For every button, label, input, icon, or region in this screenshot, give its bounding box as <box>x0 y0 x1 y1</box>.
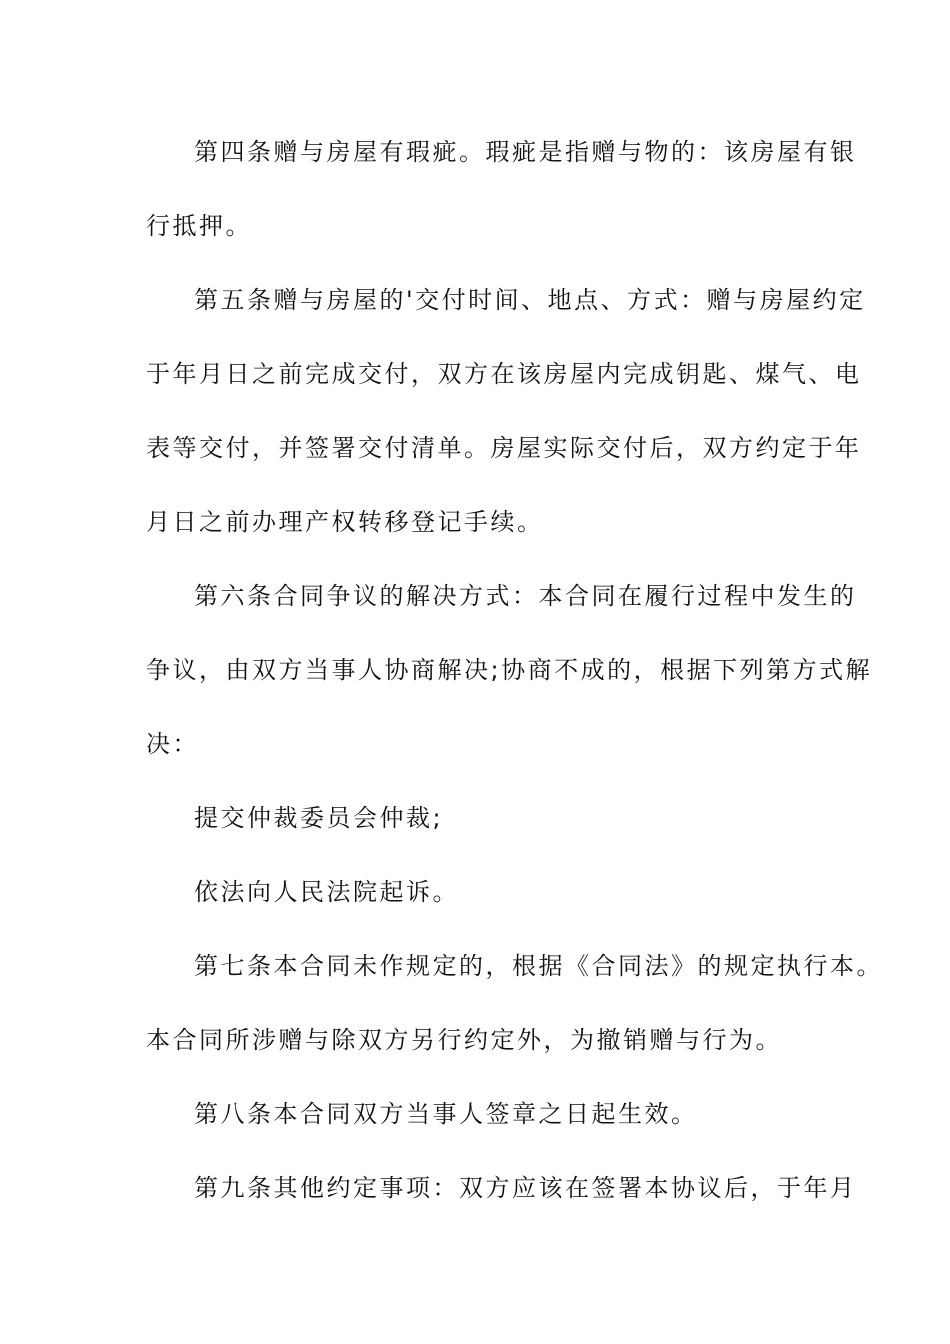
text-line: 依法向人民法院起诉。 <box>194 878 459 906</box>
text-line: 第五条赠与房屋的'交付时间、地点、方式：赠与房屋约定 <box>194 286 866 314</box>
text-line: 第九条其他约定事项：双方应该在签署本协议后，于年月 <box>194 1174 857 1202</box>
text-line: 月日之前办理产权转移登记手续。 <box>146 508 544 536</box>
text-line: 行抵押。 <box>146 212 252 240</box>
text-line: 本合同所涉赠与除双方另行约定外，为撤销赠与行为。 <box>146 1026 782 1054</box>
text-line: 于年月日之前完成交付，双方在该房屋内完成钥匙、煤气、电 <box>146 360 862 388</box>
text-line: 第八条本合同双方当事人签章之日起生效。 <box>194 1100 698 1128</box>
text-line: 决： <box>146 730 199 758</box>
text-line: 争议，由双方当事人协商解决;协商不成的，根据下列第方式解 <box>146 656 873 684</box>
text-line: 第六条合同争议的解决方式：本合同在履行过程中发生的 <box>194 582 857 610</box>
text-line: 提交仲裁委员会仲裁; <box>194 804 444 832</box>
text-line: 表等交付，并签署交付清单。房屋实际交付后，双方约定于年 <box>146 434 862 462</box>
text-line: 第七条本合同未作规定的，根据《合同法》的规定执行本。 <box>194 952 883 980</box>
text-line: 第四条赠与房屋有瑕疵。瑕疵是指赠与物的：该房屋有银 <box>194 138 857 166</box>
